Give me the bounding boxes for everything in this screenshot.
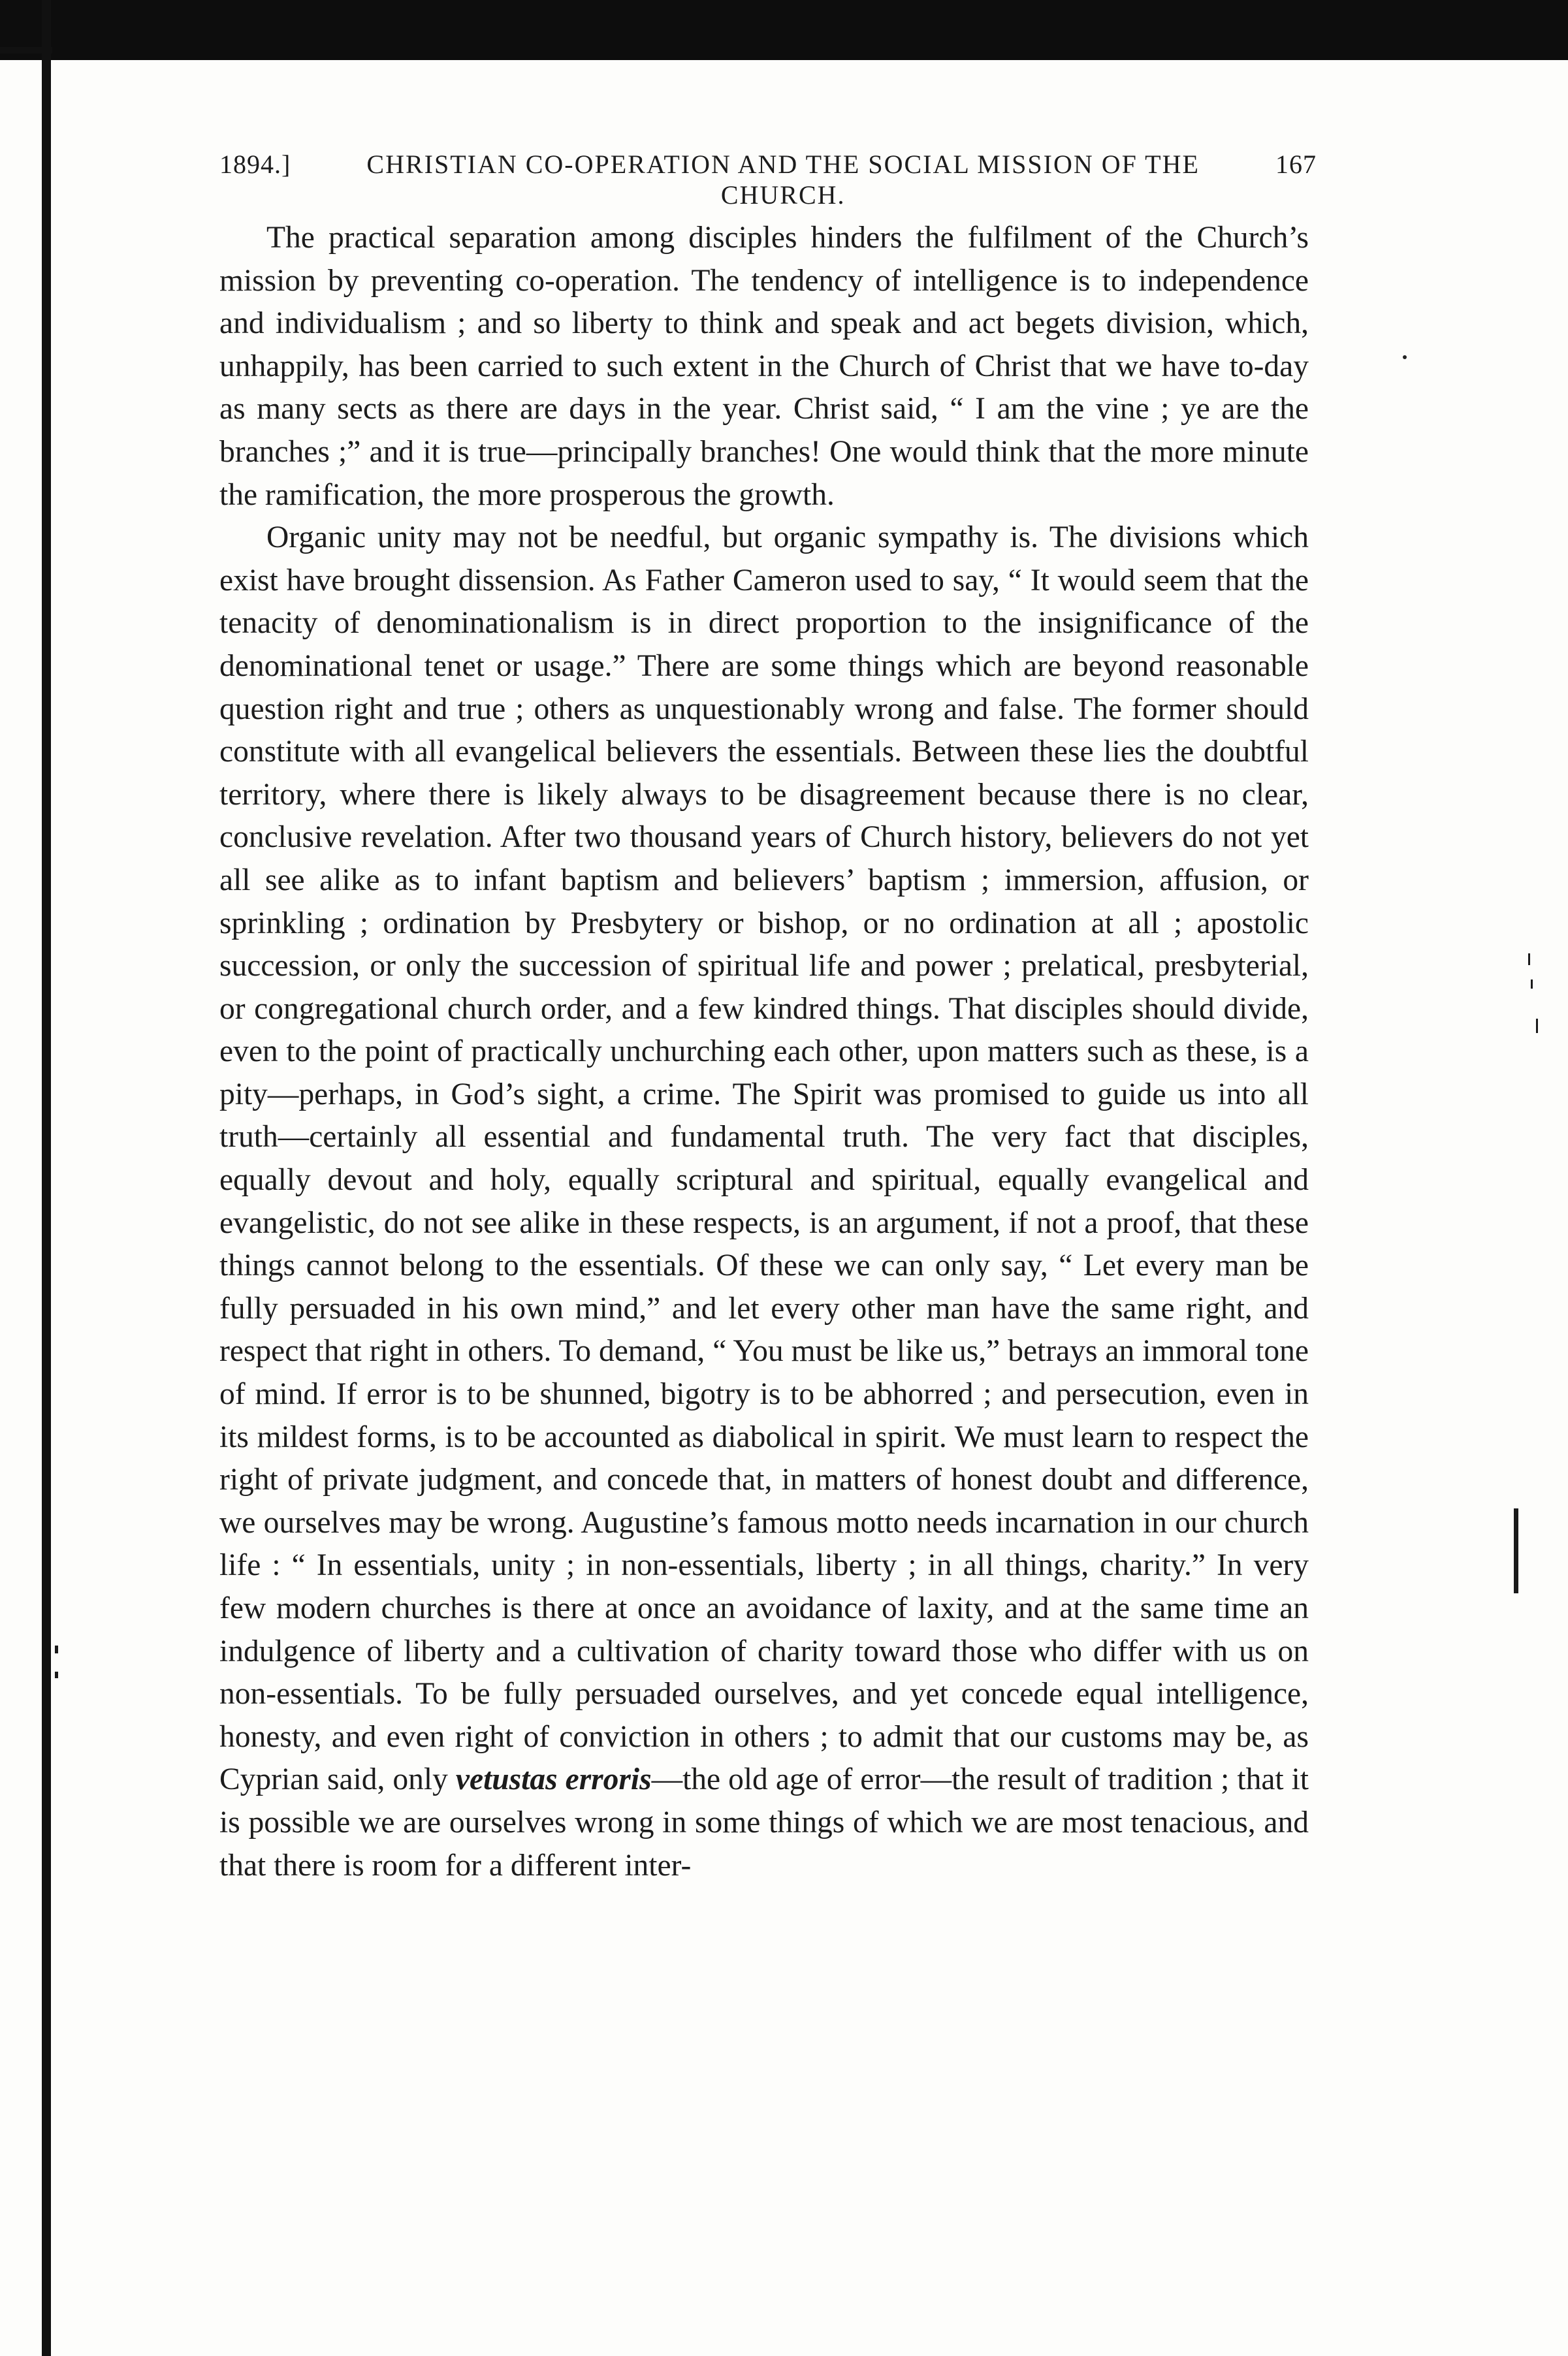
scan-top-edge xyxy=(0,0,1568,60)
header-title: CHRISTIAN CO-OPERATION AND THE SOCIAL MISSION OF THE CHURCH. xyxy=(366,150,1200,210)
paragraph-1: The practical separation among disciples hinders the fulfilment of the Church’s mission by preventing co-operation. The tendency of intelligence is to independence and individualism ; and so liberty to think and speak and act begets division, which, unhappily, has been carried to such extent in the Church of Christ that we have to-day as many sects as there are days in the year. Christ said, “ I am the vine ; ye are the branches ;” and it is true—principally branches! One would think that the more minute the ramification, the more prosperous the growth. xyxy=(219,221,1309,512)
scan-edge-mark xyxy=(0,47,52,54)
scan-binding-edge xyxy=(42,0,51,2356)
margin-mark xyxy=(1531,979,1533,989)
margin-mark xyxy=(1528,953,1530,965)
latin-phrase: vetustas erroris xyxy=(455,1762,652,1797)
margin-mark xyxy=(55,1646,58,1653)
margin-mark xyxy=(55,1672,58,1678)
running-head xyxy=(219,149,1317,210)
page-number: 167 xyxy=(1275,150,1317,179)
paragraph-2-text: Organic unity may not be needful, but organic sympathy is. The divisions which exist have brought dissension. As Father Cameron used to say, “ It would seem that the tenacity of denominationalism is in direct proportion to the insignificance of the denominational tenet or usage.” There are some things which are beyond reasonable question right and true ; others as unquestionably wrong and false. The former should constitute with all evangelical believers the essentials. Between these lies the doubtful territory, where there is likely always to be disagreement because there is no clear, conclusive revelation. After two thousand years of Church history, believers do not yet all see alike as to infant baptism and believers’ baptism ; immersion, affusion, or sprinkling ; ordination by Presbytery or bishop, or no ordination at all ; apostolic succession, or only the succession of spiritual life and power ; prelatical, presbyterial, or congregational church order, and a few kindred things. That disciples should divide, even to the point of practically unchurching each other, upon matters such as these, is a pity—perhaps, in God’s sight, a crime. The Spirit was promised to guide us into all truth—certainly all essential and fundamental truth. The very fact that disciples, equally devout and holy, equally scriptural and spiritual, equally evangelical and evangelistic, do not see alike in these respects, is an argument, if not a proof, that these things cannot belong to the essentials. Of these we can only say, “ Let every man be fully persuaded in his own mind,” and let every other man have the same right, and respect that right in others. To demand, “ You must be like us,” betrays an immoral tone of mind. If error is to be shunned, bigotry is to be abhorred ; and persecution, even in its mildest forms, is to be accounted as diabolical in spirit. We must learn to respect the right of private judgment, and concede that, in matters of honest doubt and difference, we ourselves may be wrong. Augustine’s famous motto needs incarnation in our church life : “ In essentials, unity ; in non-essentials, liberty ; in all things, charity.” In very few modern churches is there at once an avoidance of laxity, and at the same time an indulgence of liberty and a cultivation of charity toward those who differ with us on non-essentials. To be fully persuaded ourselves, and yet concede equal intelligence, honesty, and even right of conviction in others ; to admit that our customs may be, as Cyprian said, only xyxy=(219,520,1309,1797)
scan-speck xyxy=(1403,355,1407,359)
article-body xyxy=(219,217,1309,1887)
paragraph-2 xyxy=(219,517,1309,1887)
header-year: 1894.] xyxy=(219,150,291,179)
margin-mark xyxy=(1536,1019,1538,1033)
margin-mark xyxy=(1514,1508,1518,1593)
paragraph-2-continuation: —the old age of error—the result of tradition ; that it is possible we are ourselves wrong in some things of which we are most tenacious, and that there is room for a different inter- xyxy=(219,1762,1309,1883)
